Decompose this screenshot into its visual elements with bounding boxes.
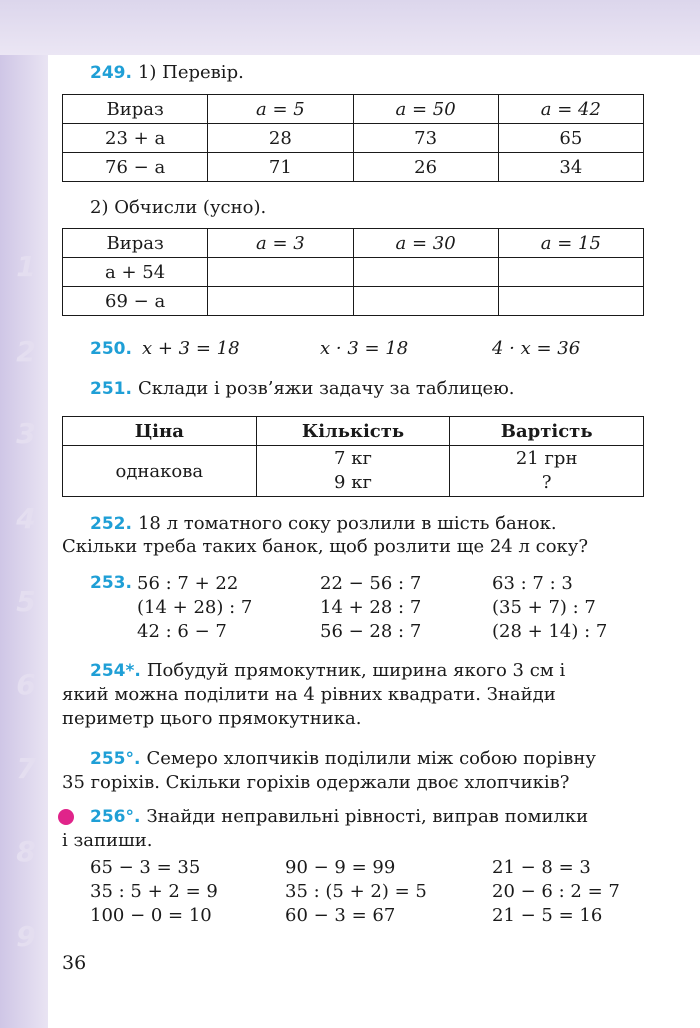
equality: 21 − 5 = 16 — [492, 905, 603, 926]
table-cell: 69 − a — [63, 287, 208, 316]
table-cell — [498, 258, 643, 287]
expression: (14 + 28) : 7 — [137, 597, 253, 618]
table-cell: 65 — [498, 124, 643, 153]
table-cell: 73 — [353, 124, 498, 153]
table-cell: 76 − a — [63, 153, 208, 182]
equality: 100 − 0 = 10 — [90, 905, 212, 926]
expression-column — [320, 572, 421, 644]
equation: x · 3 = 18 — [320, 338, 409, 359]
qty-value: 9 кг — [334, 472, 372, 493]
exercise-text: Побудуй прямокутник, ширина якого 3 см і — [146, 660, 566, 681]
cost-value: ? — [541, 472, 552, 493]
expression: (35 + 7) : 7 — [492, 597, 596, 618]
cost-value: 21 грн — [515, 448, 578, 469]
expression: 14 + 28 : 7 — [320, 597, 422, 618]
expression-column — [137, 572, 252, 644]
exercise-text: 35 горіхів. Скільки горіхів одержали двоє хлопчиків? — [62, 772, 570, 793]
table-row — [63, 124, 644, 153]
table-header-cell: Вартість — [450, 417, 644, 446]
table-header-cell: a = 50 — [353, 95, 498, 124]
side-number: 2 — [16, 335, 36, 368]
table-cell: 71 — [208, 153, 353, 182]
table-cell: 34 — [498, 153, 643, 182]
expression: (28 + 14) : 7 — [492, 621, 608, 642]
table-cell — [450, 446, 644, 497]
table-header-cell: Вираз — [63, 229, 208, 258]
table-cell: 28 — [208, 124, 353, 153]
top-decor-band — [0, 0, 700, 55]
side-number: 5 — [16, 585, 36, 618]
table-header-cell: Вираз — [63, 95, 208, 124]
equality: 90 − 9 = 99 — [285, 857, 396, 878]
table-row — [63, 258, 644, 287]
exercise-number: 251. — [90, 379, 132, 399]
expression: 56 − 28 : 7 — [320, 621, 422, 642]
side-number: 1 — [16, 250, 36, 283]
table-header-cell: a = 3 — [208, 229, 353, 258]
side-number: 6 — [16, 668, 36, 701]
table-compute — [62, 228, 644, 316]
table-header-cell: Ціна — [63, 417, 257, 446]
equality: 20 − 6 : 2 = 7 — [492, 881, 620, 902]
expression: 42 : 6 − 7 — [137, 621, 227, 642]
table-row — [63, 229, 644, 258]
exercise-text: периметр цього прямокутника. — [62, 708, 362, 729]
exercise-text: 18 л томатного соку розлили в шість банок. — [137, 513, 557, 534]
exercise-text: Скільки треба таких банок, щоб розлити ще 24 л соку? — [62, 536, 589, 557]
exercise-text: 2) Обчисли (усно). — [90, 197, 267, 218]
page-number: 36 — [62, 952, 87, 974]
table-price — [62, 416, 644, 497]
table-row — [63, 153, 644, 182]
exercise-number: 256°. — [90, 807, 141, 827]
equality: 60 − 3 = 67 — [285, 905, 396, 926]
exercise-text: Семеро хлопчиків поділили між собою порівну — [146, 748, 596, 769]
expression: 22 − 56 : 7 — [320, 573, 422, 594]
exercise-number: 253. — [90, 573, 132, 593]
table-row — [63, 417, 644, 446]
equality-column — [492, 856, 620, 928]
expression: 63 : 7 : 3 — [492, 573, 573, 594]
exercise-text: Склади і розв’яжи задачу за таблицею. — [137, 378, 515, 399]
exercise-text: який можна поділити на 4 рівних квадрати. Знайди — [62, 684, 556, 705]
exercise-251-heading — [90, 378, 515, 399]
table-row — [63, 287, 644, 316]
table-cell — [208, 258, 353, 287]
equation: 4 · x = 36 — [492, 338, 581, 359]
table-header-cell: Кількість — [256, 417, 450, 446]
table-cell: 23 + a — [63, 124, 208, 153]
qty-value: 7 кг — [334, 448, 372, 469]
exercise-text: Знайди неправильні рівності, виправ помилки — [146, 806, 589, 827]
table-header-cell: a = 42 — [498, 95, 643, 124]
equality-column — [285, 856, 427, 928]
expression-column — [492, 572, 607, 644]
exercise-number: 252. — [90, 514, 132, 534]
exercise-number: 254*. — [90, 661, 141, 681]
exercise-number: 249. — [90, 63, 132, 83]
table-check — [62, 94, 644, 182]
table-header-cell: a = 5 — [208, 95, 353, 124]
exercise-number: 255°. — [90, 749, 141, 769]
exercise-text: і запиши. — [62, 830, 153, 851]
exercise-254 — [90, 660, 565, 681]
equality-column — [90, 856, 218, 928]
table-cell — [353, 287, 498, 316]
side-number: 4 — [16, 502, 36, 535]
pink-bullet-icon — [58, 809, 74, 825]
equality: 21 − 8 = 3 — [492, 857, 591, 878]
side-number: 3 — [16, 417, 36, 450]
equality: 35 : (5 + 2) = 5 — [285, 881, 427, 902]
exercise-256 — [90, 806, 588, 827]
table-row — [63, 95, 644, 124]
equation: x + 3 = 18 — [142, 338, 240, 359]
table-cell — [208, 287, 353, 316]
side-number: 7 — [16, 752, 36, 785]
exercise-250 — [90, 338, 138, 359]
exercise-252 — [90, 512, 646, 536]
table-cell: 26 — [353, 153, 498, 182]
table-cell — [256, 446, 450, 497]
exercise-number: 250. — [90, 339, 132, 359]
exercise-255 — [90, 748, 596, 769]
table-cell: однакова — [63, 446, 257, 497]
side-decor-band — [0, 55, 48, 1028]
table-row — [63, 446, 644, 497]
equality: 35 : 5 + 2 = 9 — [90, 881, 218, 902]
exercise-text: 1) Перевір. — [137, 62, 244, 83]
table-cell: a + 54 — [63, 258, 208, 287]
table-cell — [353, 258, 498, 287]
exercise-249-heading — [90, 62, 244, 83]
table-cell — [498, 287, 643, 316]
table-header-cell: a = 15 — [498, 229, 643, 258]
table-header-cell: a = 30 — [353, 229, 498, 258]
side-number: 9 — [16, 920, 36, 953]
exercise-253 — [90, 572, 138, 593]
side-number: 8 — [16, 835, 36, 868]
expression: 56 : 7 + 22 — [137, 573, 239, 594]
equality: 65 − 3 = 35 — [90, 857, 201, 878]
